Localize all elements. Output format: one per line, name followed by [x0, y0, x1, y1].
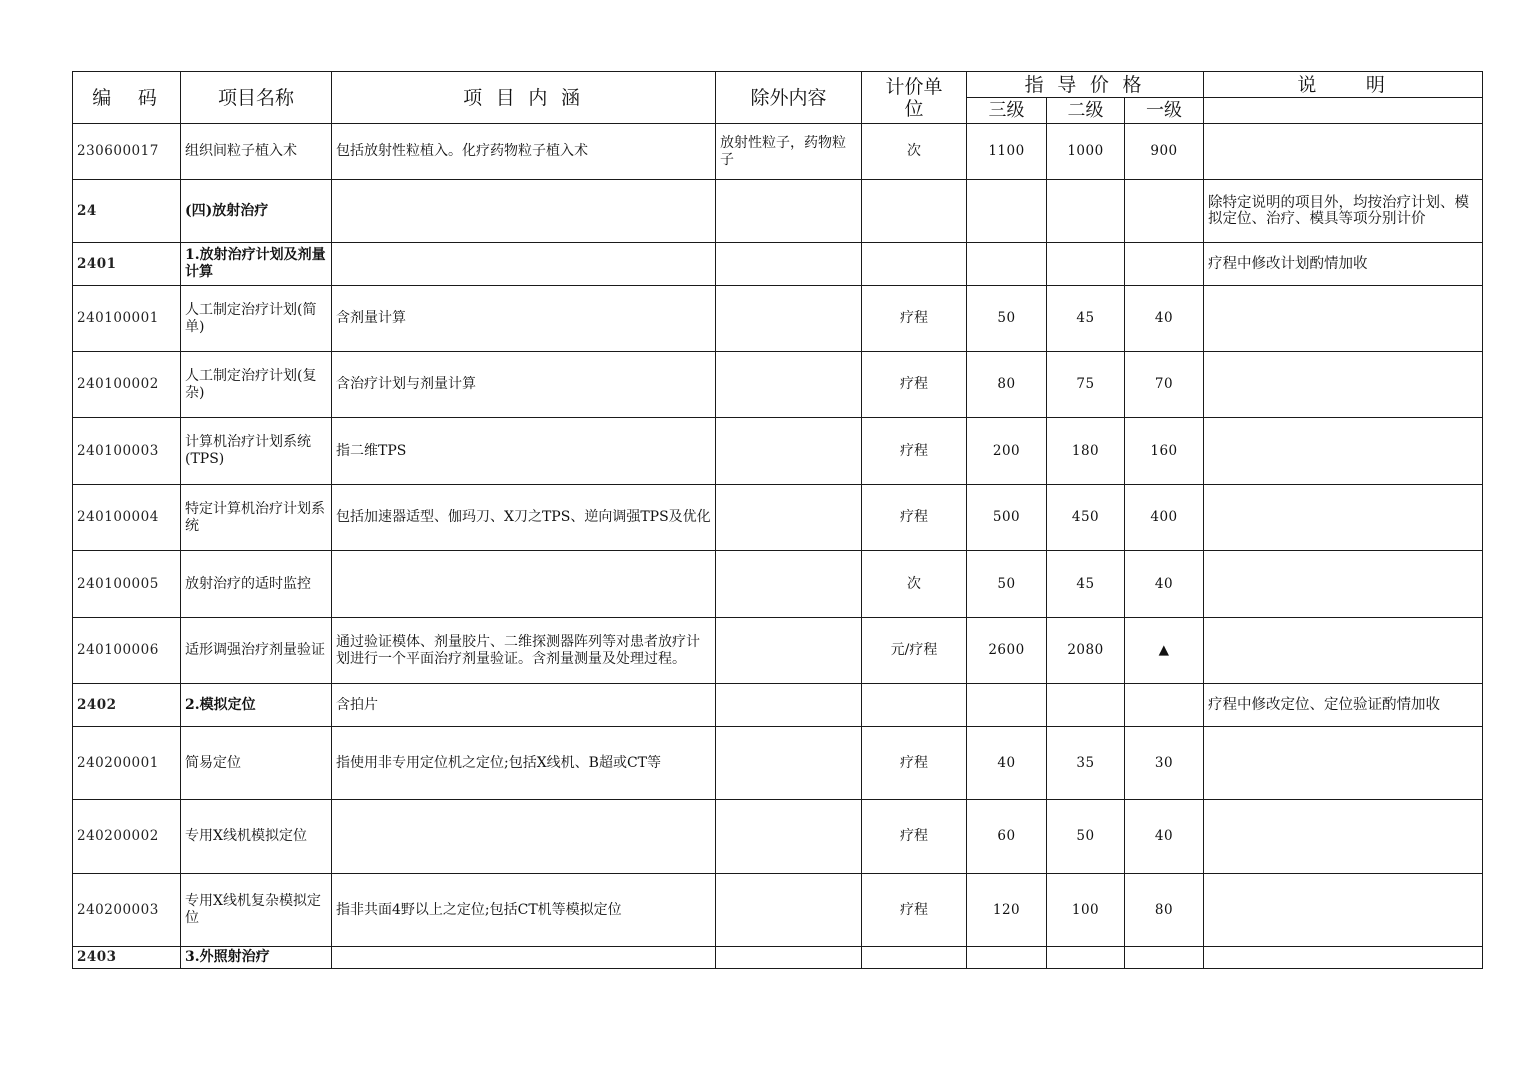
cell-name: 人工制定治疗计划(复杂): [181, 352, 332, 418]
table-row: [73, 551, 1483, 618]
table-row: [73, 727, 1483, 800]
cell-price-level2: 45: [1047, 286, 1125, 352]
cell-price-level2: 2080: [1047, 618, 1125, 684]
cell-code: 240100002: [73, 352, 181, 418]
cell-price-level1: 30: [1125, 727, 1204, 800]
cell-content: 指使用非专用定位机之定位;包括X线机、B超或CT等: [332, 727, 716, 800]
cell-code: 240200002: [73, 800, 181, 874]
cell-excluded: [716, 618, 862, 684]
cell-unit: 疗程: [862, 286, 967, 352]
cell-code: 240100005: [73, 551, 181, 618]
header-level3: 三级: [967, 98, 1047, 124]
cell-note: [1204, 618, 1483, 684]
cell-content: 指二维TPS: [332, 418, 716, 485]
cell-unit: 疗程: [862, 874, 967, 947]
cell-content: 包括放射性粒植入。化疗药物粒子植入术: [332, 124, 716, 180]
cell-code: 2402: [73, 684, 181, 727]
cell-price-level1: 40: [1125, 800, 1204, 874]
cell-price-level3: [967, 684, 1047, 727]
header-content: 项 目 内 涵: [332, 72, 716, 124]
cell-note: [1204, 874, 1483, 947]
cell-name: 简易定位: [181, 727, 332, 800]
cell-content: [332, 551, 716, 618]
cell-excluded: [716, 485, 862, 551]
cell-content: 包括加速器适型、伽玛刀、X刀之TPS、逆向调强TPS及优化: [332, 485, 716, 551]
cell-note: [1204, 551, 1483, 618]
cell-name: 1.放射治疗计划及剂量计算: [181, 243, 332, 286]
table-row: [73, 243, 1483, 286]
cell-price-level2: 50: [1047, 800, 1125, 874]
cell-price-level3: 200: [967, 418, 1047, 485]
cell-excluded: [716, 352, 862, 418]
cell-price-level1: [1125, 243, 1204, 286]
table-row: [73, 874, 1483, 947]
header-name: 项目名称: [181, 72, 332, 124]
cell-unit: 次: [862, 124, 967, 180]
cell-price-level3: 500: [967, 485, 1047, 551]
cell-excluded: [716, 947, 862, 969]
cell-price-level2: 180: [1047, 418, 1125, 485]
cell-excluded: [716, 243, 862, 286]
price-table: [72, 71, 1483, 969]
cell-price-level1: [1125, 180, 1204, 243]
cell-price-level3: 50: [967, 551, 1047, 618]
cell-note: 疗程中修改计划酌情加收: [1204, 243, 1483, 286]
cell-note: [1204, 418, 1483, 485]
cell-price-level3: 60: [967, 800, 1047, 874]
cell-unit: [862, 243, 967, 286]
cell-unit: 疗程: [862, 485, 967, 551]
cell-price-level1: 80: [1125, 874, 1204, 947]
cell-unit: 次: [862, 551, 967, 618]
table-row: [73, 947, 1483, 969]
header-level1: 一级: [1125, 98, 1204, 124]
table-row: [73, 352, 1483, 418]
cell-content: 含剂量计算: [332, 286, 716, 352]
cell-unit: 疗程: [862, 352, 967, 418]
cell-price-level1: 160: [1125, 418, 1204, 485]
table-row: [73, 124, 1483, 180]
cell-note: [1204, 485, 1483, 551]
cell-price-level2: [1047, 243, 1125, 286]
cell-price-level2: 450: [1047, 485, 1125, 551]
cell-content: 含治疗计划与剂量计算: [332, 352, 716, 418]
cell-price-level3: 40: [967, 727, 1047, 800]
cell-note: 疗程中修改定位、定位验证酌情加收: [1204, 684, 1483, 727]
cell-excluded: [716, 180, 862, 243]
cell-excluded: [716, 418, 862, 485]
table-header: [73, 72, 1483, 124]
cell-content: 指非共面4野以上之定位;包括CT机等模拟定位: [332, 874, 716, 947]
table-row: [73, 800, 1483, 874]
cell-price-level1: ▲: [1125, 618, 1204, 684]
cell-code: 240100003: [73, 418, 181, 485]
cell-price-level3: 80: [967, 352, 1047, 418]
cell-unit: [862, 684, 967, 727]
cell-name: 3.外照射治疗: [181, 947, 332, 969]
cell-unit: 元/疗程: [862, 618, 967, 684]
cell-unit: [862, 180, 967, 243]
cell-excluded: [716, 727, 862, 800]
header-note: 说 明: [1204, 72, 1483, 98]
cell-price-level1: [1125, 947, 1204, 969]
cell-content: 含拍片: [332, 684, 716, 727]
cell-content: [332, 180, 716, 243]
cell-price-level2: [1047, 947, 1125, 969]
cell-content: [332, 947, 716, 969]
cell-excluded: [716, 551, 862, 618]
cell-price-level2: [1047, 684, 1125, 727]
cell-note: 除特定说明的项目外，均按治疗计划、模拟定位、治疗、模具等项分别计价: [1204, 180, 1483, 243]
cell-name: 2.模拟定位: [181, 684, 332, 727]
cell-price-level3: 50: [967, 286, 1047, 352]
cell-name: (四)放射治疗: [181, 180, 332, 243]
cell-note: [1204, 352, 1483, 418]
cell-note: [1204, 800, 1483, 874]
cell-price-level3: 1100: [967, 124, 1047, 180]
cell-price-level1: 40: [1125, 286, 1204, 352]
header-price: 指 导 价 格: [967, 72, 1204, 98]
cell-code: 230600017: [73, 124, 181, 180]
cell-note: [1204, 124, 1483, 180]
cell-excluded: [716, 874, 862, 947]
cell-note: [1204, 947, 1483, 969]
cell-price-level1: 40: [1125, 551, 1204, 618]
cell-note: [1204, 286, 1483, 352]
cell-name: 专用X线机复杂模拟定位: [181, 874, 332, 947]
cell-price-level1: [1125, 684, 1204, 727]
cell-code: 240100004: [73, 485, 181, 551]
cell-code: 24: [73, 180, 181, 243]
cell-price-level1: 900: [1125, 124, 1204, 180]
cell-name: 适形调强治疗剂量验证: [181, 618, 332, 684]
cell-excluded: [716, 286, 862, 352]
table-row: [73, 618, 1483, 684]
cell-code: 2401: [73, 243, 181, 286]
cell-code: 2403: [73, 947, 181, 969]
cell-price-level1: 70: [1125, 352, 1204, 418]
cell-price-level2: 100: [1047, 874, 1125, 947]
cell-unit: [862, 947, 967, 969]
cell-price-level3: 2600: [967, 618, 1047, 684]
cell-note: [1204, 727, 1483, 800]
table-row: [73, 286, 1483, 352]
cell-code: 240100001: [73, 286, 181, 352]
cell-price-level2: 75: [1047, 352, 1125, 418]
cell-price-level2: [1047, 180, 1125, 243]
cell-code: 240100006: [73, 618, 181, 684]
cell-content: [332, 800, 716, 874]
cell-name: 专用X线机模拟定位: [181, 800, 332, 874]
cell-name: 放射治疗的适时监控: [181, 551, 332, 618]
header-code: 编 码: [73, 72, 181, 124]
cell-excluded: 放射性粒子，药物粒子: [716, 124, 862, 180]
cell-price-level2: 1000: [1047, 124, 1125, 180]
cell-unit: 疗程: [862, 800, 967, 874]
cell-price-level3: [967, 243, 1047, 286]
cell-unit: 疗程: [862, 418, 967, 485]
table-row: [73, 180, 1483, 243]
cell-code: 240200003: [73, 874, 181, 947]
cell-price-level3: [967, 180, 1047, 243]
cell-price-level1: 400: [1125, 485, 1204, 551]
cell-content: 通过验证模体、剂量胶片、二维探测器阵列等对患者放疗计划进行一个平面治疗剂量验证。含剂量测量及处理过程。: [332, 618, 716, 684]
table-row: [73, 485, 1483, 551]
table-row: [73, 418, 1483, 485]
cell-excluded: [716, 800, 862, 874]
cell-price-level2: 35: [1047, 727, 1125, 800]
header-level2: 二级: [1047, 98, 1125, 124]
cell-excluded: [716, 684, 862, 727]
header-note-blank: [1204, 98, 1483, 124]
cell-price-level3: [967, 947, 1047, 969]
table-row: [73, 684, 1483, 727]
cell-name: 人工制定治疗计划(简单): [181, 286, 332, 352]
table-body: [73, 124, 1483, 969]
cell-name: 计算机治疗计划系统(TPS): [181, 418, 332, 485]
cell-price-level2: 45: [1047, 551, 1125, 618]
cell-name: 组织间粒子植入术: [181, 124, 332, 180]
cell-unit: 疗程: [862, 727, 967, 800]
cell-name: 特定计算机治疗计划系统: [181, 485, 332, 551]
header-unit: 计价单位: [862, 72, 967, 124]
cell-content: [332, 243, 716, 286]
header-excluded: 除外内容: [716, 72, 862, 124]
cell-price-level3: 120: [967, 874, 1047, 947]
cell-code: 240200001: [73, 727, 181, 800]
